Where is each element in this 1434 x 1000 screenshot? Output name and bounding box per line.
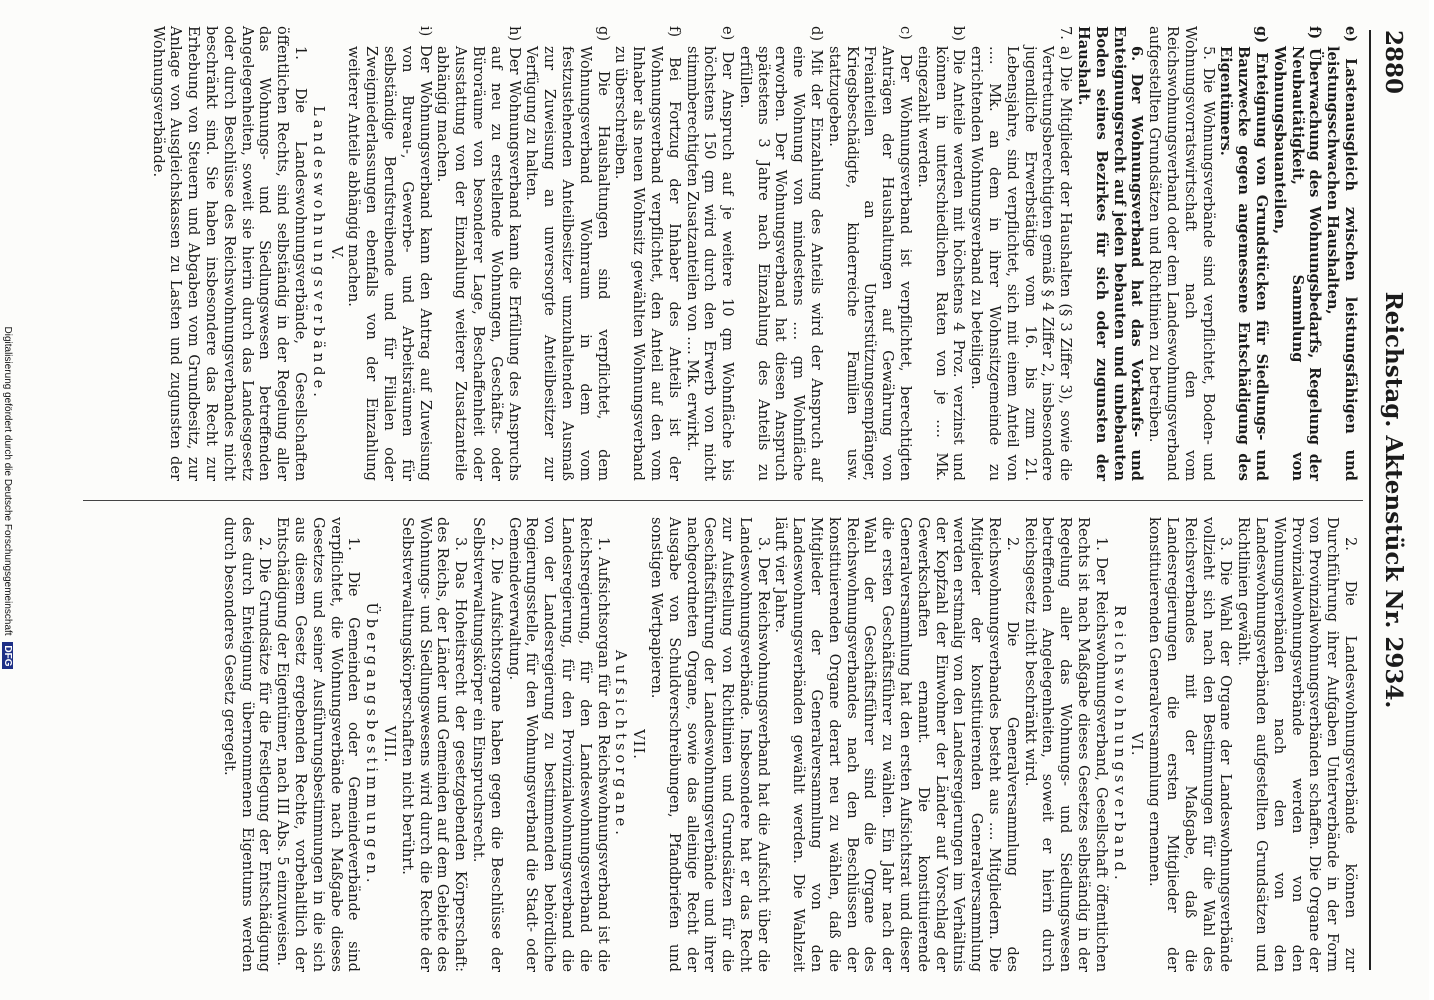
paragraph: 7. a) Die Mitglieder der Haushalten (§ 3 Ziffer 3), sowie die Vertretungsberechtigten gemäß § 4 Ziffer 2, insbesondere jugendliche Erwerbstätige vom 16. bis zum 21. Lebensjahre, sind verpflichtet, sich mit einem Anteil von .... Mk. an dem in ihrer Wohnsitzgemeinde zu errichtenden Wohnungsverband zu beteiligen. xyxy=(968,26,1075,481)
paragraph: f) Überwachung des Wohnungsbedarfs, Regelung der Neubautätigkeit, Sammlung von Wohnungsbauanteilen, xyxy=(1270,26,1324,481)
paragraph: h) Der Wohnungsverband kann die Erfüllung des Anspruchs auf neu zu erstellende Wohnungen, Geschäfts- oder Büroräume von besonderer Lage, Beschaffenheit oder Ausstattung von der Einzahlung weiterer Zusatzanteile abhängig machen. xyxy=(434,26,523,481)
paragraph: 2. Die Aufsichtsorgane haben gegen die Beschlüsse der Selbstverwaltungskörper ein Einspruchsrecht. xyxy=(469,517,505,972)
section-heading: Übergangsbestimmungen. xyxy=(363,602,381,887)
header-rule xyxy=(1369,30,1371,970)
digitization-note xyxy=(1,0,13,998)
digitization-note-text: Digitalisierung gefördert durch die Deutsche Forschungsgemeinschaft xyxy=(2,326,13,636)
paragraph: i) Der Wohnungsverband kann den Antrag auf Zuweisung von Bureau-, Gewerbe- und Arbeitsräumen für selbständige Berufstreibende und für Filialen oder Zweigniederlassungen ebenfalls von der Einzahlung weiterer Anteile abhängig machen. xyxy=(345,26,434,481)
paragraph: 2. Die Generalversammlung des Reichswohnungsverbandes besteht aus .... Mitgliedern. Die Mitglieder der konstituierenden Generalversammlung werden erstmalig von den Landesregierungen im Verhältnis der Kopfzahl der Einwohner der Länder auf Vorschlag der Gewerkschaften ernannt. Die konstituierende Generalversammlung hat den ersten Aufsichtsrat und dieser die ersten Geschäftsführer zu wählen. Ein Jahr nach der Wahl der Geschäftsführer sind die Organe des Reichswohnungsverbandes nach den Beschlüssen der konstituierenden Organe derart neu zu wählen, daß die Mitglieder der Generalversammlung von den Landeswohnungsverbänden gewählt werden. Die Wahlzeit läuft vier Jahre. xyxy=(772,517,1021,972)
page-header xyxy=(1375,30,1407,970)
paragraph: f) Bei Fortzug der Inhaber des Anteils ist der Wohnungsverband verpflichtet, den Anteil auf den vom Inhaber als neuen Wohnsitz gewählten Wohnungsverband zu überschreiben. xyxy=(612,26,683,481)
paragraph: 3. Das Hoheitsrecht der gesetzgebenden Körperschaft: des Reichs, der Länder und Gemeinden auf dem Gebiete des Wohnungs- und Siedlungswesens wird durch die Rechte der Selbstverwaltungskörperschaften nicht berührt. xyxy=(398,517,470,972)
paragraph: 5. Die Wohnungsverbände sind verpflichtet, Boden- und Wohnungsvorratswirtschaft nach den vom Reichswohnungsverband oder dem Landeswohnungsverband aufgestellten Grundsätzen und Richtlinien zu betreiben. xyxy=(1146,26,1217,481)
paragraph: 3. Die Wahl der Organe der Landeswohnungsverbände vollzieht sich nach den Bestimmungen für die Wahl des Reichsverbandes mit der Maßgabe, daß die Landesregierungen die ersten Mitglieder der konstituierenden Generalversammlung ernennen. xyxy=(1146,517,1235,972)
dfg-logo: DFG xyxy=(2,642,13,669)
section-heading: V. xyxy=(327,246,345,261)
section-heading: Aufsichtsorgane. xyxy=(612,650,630,839)
section-heading: Landeswohnungsverbände. xyxy=(309,106,327,401)
paragraph: 1. Die Landeswohnungsverbände, Gesellschaften öffentlichen Rechts, sind selbständig in der Regelung aller das Wohnungs- und Siedlungswesen betreffenden Angelegenheiten, soweit sie hierin durch das Landesgesetz oder durch Beschlüsse des Reichswohnungsverbandes nicht beschränkt sind. Sie haben insbesondere das Recht zur Erhebung von Steuern und Abgaben vom Grundbesitz, zur Anlage von Ausgleichskassen zu Lasten und zugunsten der Wohnungsverbände. xyxy=(149,26,309,481)
paragraph: 3. Der Reichswohnungsverband hat die Aufsicht über die Landeswohnungsverbände. Insbesondere hat er das Recht zur Aufstellung von Richtlinien und Grundsätzen für die Geschäftsführung der Landeswohnungsverbände und ihrer nachgeordneten Organe, sowie das alleinige Recht der Ausgabe von Schuldverschreibungen, Pfandbriefen und sonstigen Wertpapieren. xyxy=(647,517,772,972)
page-number: 2880 xyxy=(1380,30,1407,95)
right-column xyxy=(220,517,1359,972)
paragraph: g) Die Haushaltungen sind verpflichtet, dem Wohnungsverband Wohnraum in dem vom festzustehenden Anteilbesitzer umzuhaltenden Ausmaß zur Zuweisung an unversorgte Anteilbesitzer zur Verfügung zu halten. xyxy=(523,26,612,481)
paragraph: 6. Der Wohnungsverband hat das Vorkaufs- und Enteignungsrecht auf jeden bebauten und unbebauten Boden seines Bezirkes für sich oder zugunsten der Haushalt. xyxy=(1075,26,1146,481)
paragraph: 2. Die Grundsätze für die Festlegung der Entschädigung des durch Enteignung übernommenen Eigentums werden durch besonderes Gesetz geregelt. xyxy=(220,517,274,972)
paragraph: 2. Die Landeswohnungsverbände können zur Durchführung ihrer Aufgaben Unterverbände in der Form von Provinzialwohnungsverbänden schaffen. Die Organe der Provinzialwohnungsverbände werden von den Wohnungsverbänden nach den von den Landeswohnungsverbänden aufgestellten Grundsätzen und Richtlinien gewählt. xyxy=(1235,517,1359,972)
paragraph: b) Die Anteile werden mit höchstens 4 Proz. verzinst und können in unterschiedlichen Raten von je .... Mk. eingezahlt werden. xyxy=(914,26,968,481)
column-separator xyxy=(83,500,1363,501)
paragraph: e) Lastenausgleich zwischen leistungsfähigen und leistungsschwachen Haushalten, xyxy=(1324,26,1359,481)
section-heading: Reichswohnungsverband. xyxy=(1110,605,1128,884)
page-title: Reichstag. Aktenstück Nr. 2934. xyxy=(1380,291,1407,709)
paragraph: 1. Aufsichtsorgan für den Reichswohnungsverband ist die Reichsregierung, für den Landeswohnungsverband die Landesregierung, für den Provinzialwohnungsverband die von der Landesregierung zu bestimmenden behördliche Regierungsstelle, für den Wohnungsverband die Stadt- oder Gemeindeverwaltung. xyxy=(505,517,612,972)
paragraph: g) Enteignung von Grundstücken für Siedlungs- und Bauzwecke gegen angemessene Entschädigung des Eigentümers. xyxy=(1217,26,1271,481)
section-heading: VII. xyxy=(630,729,648,760)
section-heading: VI. xyxy=(1128,732,1146,757)
paragraph: c) Der Wohnungsverband ist verpflichtet, berechtigten Anträgen der Haushaltungen auf Gewährung von Freianteilen an Unterstützungsempfänger, Kriegsbeschädigte, kinderreiche Familien usw. stattzugeben. xyxy=(825,26,915,481)
section-heading: VIII. xyxy=(380,725,398,764)
paragraph: 1. Der Reichswohnungsverband, Gesellschaft öffentlichen Rechts ist nach Maßgabe dieses Gesetzes selbständig in der Regelung aller das Wohnungs- und Siedlungswesen betreffenden Angelegenheiten, soweit er hierin durch Reichsgesetz nicht beschränkt wird. xyxy=(1021,517,1110,972)
paragraph: 1. Die Gemeinden oder Gemeindeverbände sind verpflichtet, die Wohnungsverbände nach Maßgabe dieses Gesetzes und seiner Ausführungsbestimmungen in die sich aus diesem Gesetz ergebenden Rechte, vorbehaltlich der Entschädigung der Eigentümer, nach III Abs. 5 einzuweisen. xyxy=(274,517,363,972)
left-column xyxy=(149,26,1359,481)
paragraph: e) Der Anspruch auf je weitere 10 qm Wohnfläche bis höchstens 150 qm wird durch den Erwerb von nicht stimmberechtigten Zusatzanteilen von .... Mk. erwirkt. xyxy=(683,26,737,481)
paragraph: d) Mit der Einzahlung des Anteils wird der Anspruch auf eine Wohnung von mindestens .... qm Wohnfläche erworben. Der Wohnungsverband hat diesen Anspruch spätestens 3 Jahre nach Einzahlung des Anteils zu erfüllen. xyxy=(736,26,826,481)
